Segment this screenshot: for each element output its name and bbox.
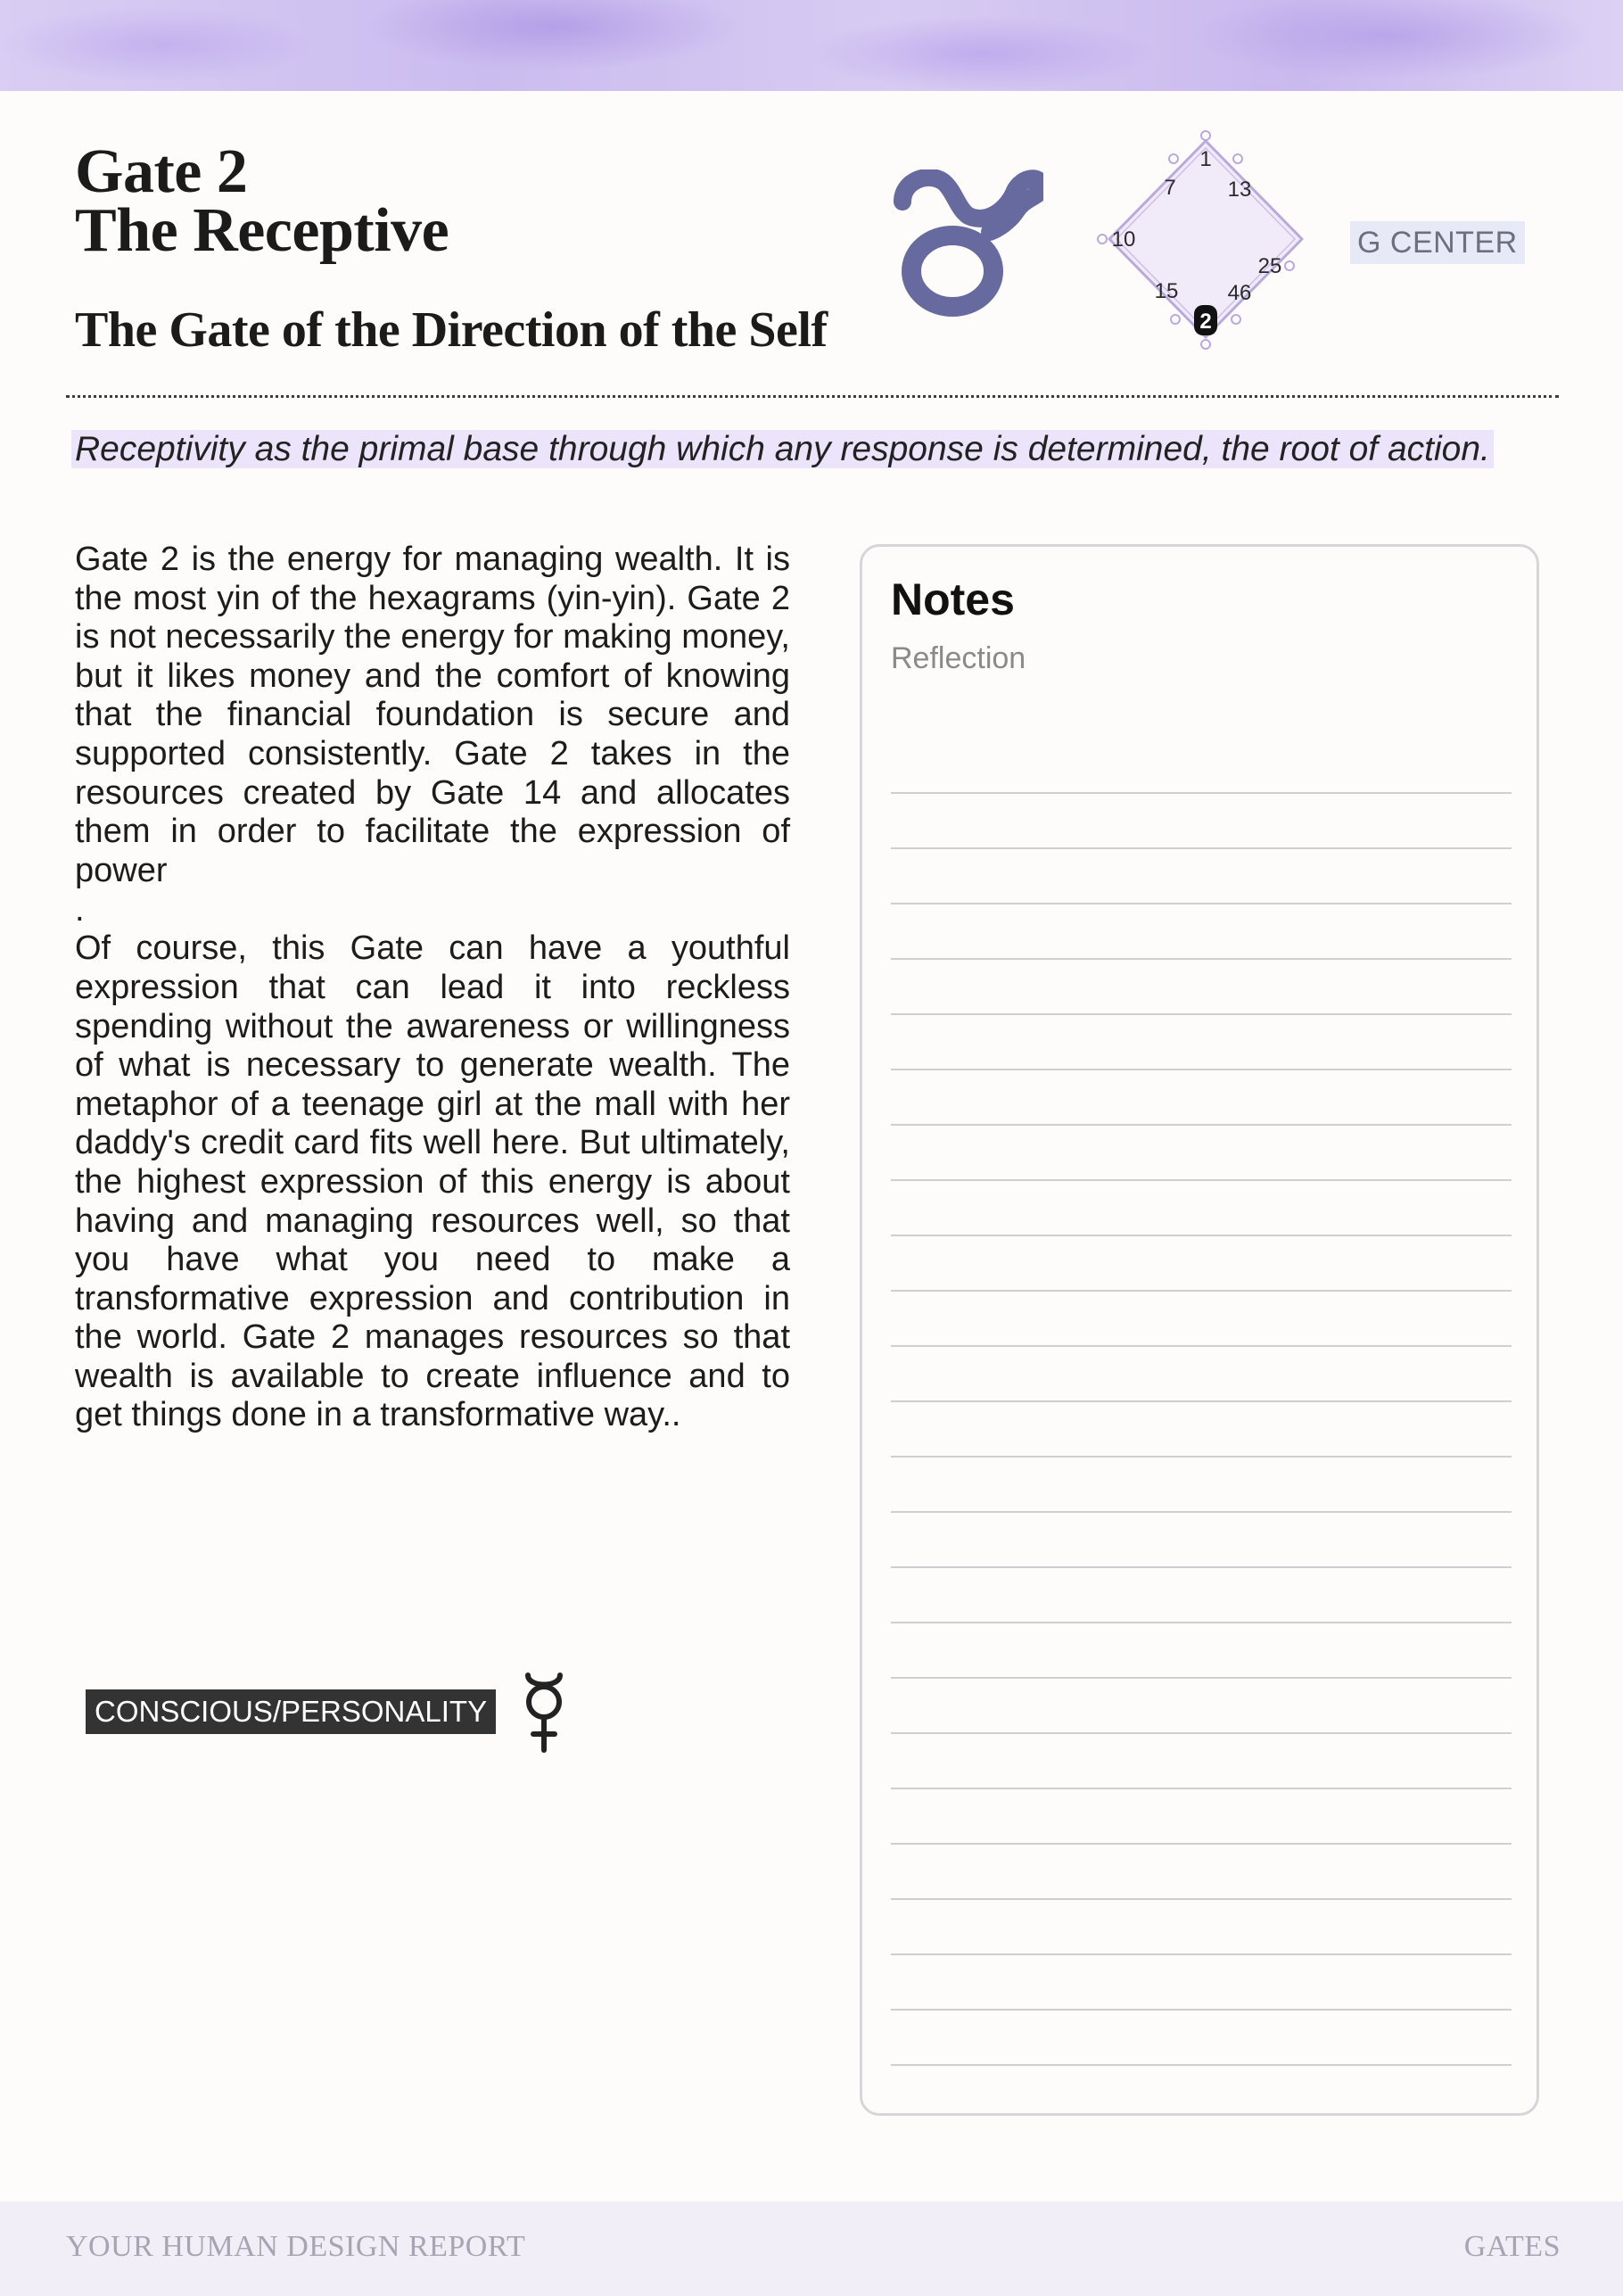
notes-line[interactable] [891, 1236, 1512, 1292]
notes-line[interactable] [891, 1292, 1512, 1347]
gate-label-2-highlighted: 2 [1199, 310, 1212, 334]
notes-line[interactable] [891, 2011, 1512, 2066]
notes-line[interactable] [891, 1402, 1512, 1458]
notes-line[interactable] [891, 1623, 1512, 1679]
notes-writing-lines[interactable] [891, 739, 1512, 2066]
notes-line[interactable] [891, 1568, 1512, 1623]
notes-line[interactable] [891, 1513, 1512, 1568]
notes-subtitle: Reflection [891, 641, 1026, 675]
conscious-personality-tag: CONSCIOUS/PERSONALITY [86, 1689, 496, 1734]
notes-line[interactable] [891, 904, 1512, 960]
notes-line[interactable] [891, 1734, 1512, 1789]
notes-line[interactable] [891, 739, 1512, 794]
description-paragraph-2: Of course, this Gate can have a youthful expression that can lead it into reckless spending without the awareness or willingness of what is necessary to generate wealth. The metaphor of a teenage girl at the mall with her daddy's credit card fits well here. But ultimately, the highest expression of this energy is about having and managing resources well, so that you have what you need to make a transformative expression and contribution in the world. Gate 2 manages resources so that wealth is available to create influence and to get things done in a transformative way.. [75, 929, 790, 1434]
g-center-diagram [1086, 125, 1318, 357]
divider [66, 395, 1559, 398]
taurus-icon [883, 169, 1043, 321]
footer-section-label: GATES [1463, 2230, 1561, 2263]
gate-label-13: 13 [1227, 178, 1252, 202]
gate-quote [71, 430, 1552, 469]
gate-label-10: 10 [1111, 227, 1136, 252]
gate-label-15: 15 [1154, 279, 1179, 303]
notes-line[interactable] [891, 1900, 1512, 1955]
notes-line[interactable] [891, 960, 1512, 1015]
center-badge: G CENTER [1350, 221, 1525, 264]
gate-number: Gate 2 [75, 137, 248, 206]
notes-line[interactable] [891, 849, 1512, 904]
notes-line[interactable] [891, 1458, 1512, 1513]
gate-quote-text: Receptivity as the primal base through which any response is determined, the root of action. [71, 430, 1494, 468]
mercury-icon [515, 1672, 573, 1754]
description-separator: . [75, 891, 85, 929]
footer-report-title: YOUR HUMAN DESIGN REPORT [66, 2230, 526, 2263]
notes-line[interactable] [891, 1070, 1512, 1126]
gate-subtitle: The Gate of the Direction of the Self [75, 302, 828, 358]
description-paragraph-1: Gate 2 is the energy for managing wealth. It is the most yin of the hexagrams (yin-yin). Gate 2 is not necessarily the energy for making money, but it likes money and the comfort of knowing that the financial foundation is secure and supported consistently. Gate 2 takes in the resources created by Gate 14 and allocates them in order to facilitate the expression of power [75, 541, 790, 889]
notes-card [860, 544, 1539, 2116]
gate-description [75, 541, 790, 1435]
notes-line[interactable] [891, 1181, 1512, 1236]
gate-label-7: 7 [1164, 176, 1176, 200]
notes-line[interactable] [891, 1845, 1512, 1900]
notes-line[interactable] [891, 1126, 1512, 1181]
notes-title: Notes [891, 574, 1015, 624]
gate-title [75, 137, 449, 265]
gate-label-1: 1 [1199, 147, 1212, 171]
gate-label-25: 25 [1257, 254, 1282, 278]
page-footer [0, 2201, 1623, 2296]
gate-label-46: 46 [1227, 281, 1252, 305]
gate-name: The Receptive [75, 196, 449, 265]
notes-line[interactable] [891, 1679, 1512, 1734]
top-banner [0, 0, 1623, 91]
notes-line[interactable] [891, 1347, 1512, 1402]
notes-line[interactable] [891, 1789, 1512, 1845]
notes-line[interactable] [891, 794, 1512, 849]
notes-line[interactable] [891, 1955, 1512, 2011]
notes-line[interactable] [891, 1015, 1512, 1070]
